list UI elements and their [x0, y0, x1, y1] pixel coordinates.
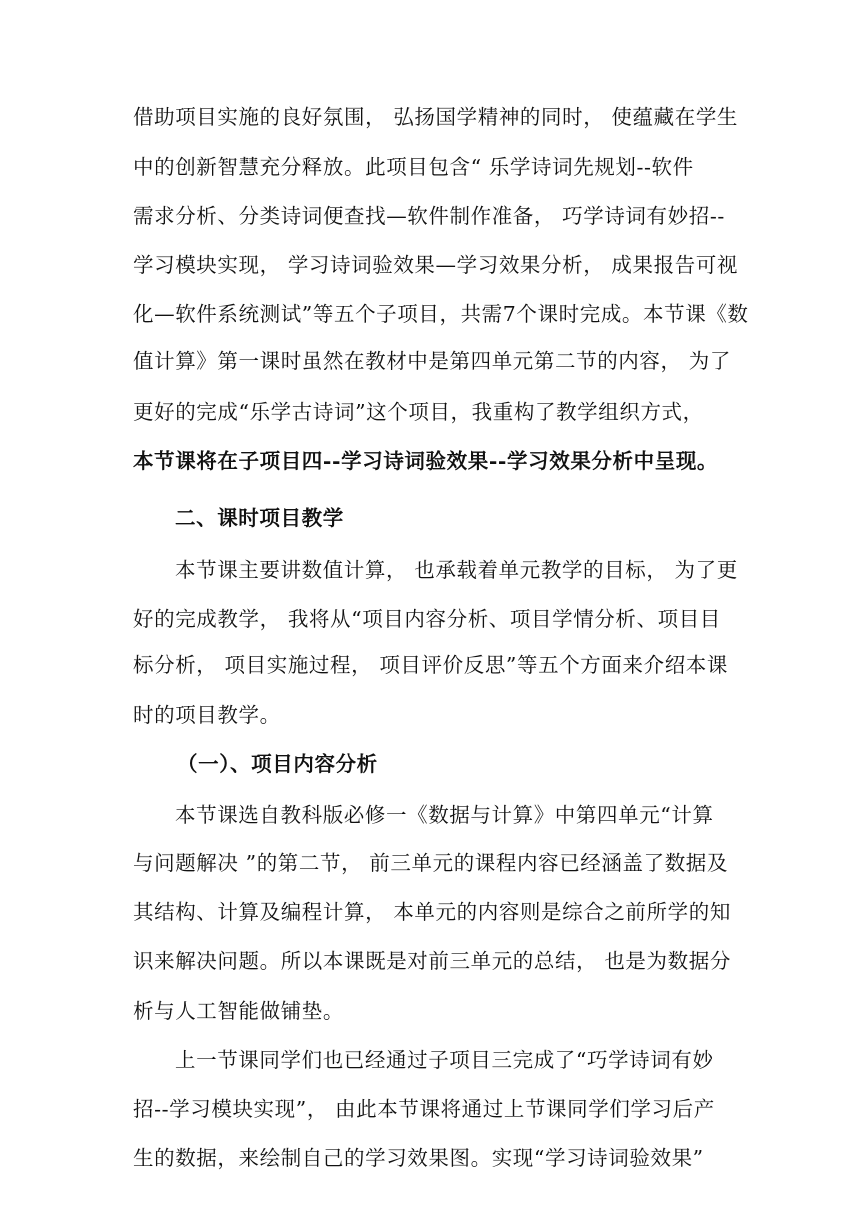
paragraph2-line-2: 好的完成教学， 我将从“项目内容分析、项目学情分析、项目目: [133, 607, 721, 631]
paragraph1-line-3: 需求分析、分类诗词便查找—软件制作准备， 巧学诗词有妙招--: [133, 204, 725, 228]
paragraph1-bold-line: 本节课将在子项目四--学习诗词验效果--学习效果分析中呈现。: [133, 449, 719, 473]
paragraph3-line-4: 识来解决问题。所以本课既是对前三单元的总结， 也是为数据分: [133, 949, 731, 973]
paragraph1-line-6: 值计算》第一课时虽然在教材中是第四单元第二节的内容， 为了: [133, 349, 731, 373]
paragraph3-line-1: 本节课选自教科版必修一《数据与计算》中第四单元“计算: [175, 803, 714, 827]
paragraph3-line-5: 析与人工智能做铺垫。: [133, 999, 344, 1023]
paragraph2-line-4: 时的项目教学。: [133, 703, 281, 727]
paragraph1-line-1: 借助项目实施的良好氛围， 弘扬国学精神的同时， 使蕴藏在学生: [133, 105, 739, 129]
paragraph4-line-3: 生的数据，来绘制自己的学习效果图。实现“学习诗词验效果”: [133, 1146, 704, 1170]
section-heading: 二、课时项目教学: [175, 506, 344, 530]
subsection-heading: （一）、项目内容分析: [177, 752, 378, 776]
paragraph3-line-2: 与问题解决 ”的第二节， 前三单元的课程内容已经涵盖了数据及: [133, 851, 729, 875]
paragraph4-line-1: 上一节课同学们也已经通过子项目三完成了“巧学诗词有妙: [175, 1048, 714, 1072]
paragraph1-line-7: 更好的完成“乐学古诗词”这个项目，我重构了教学组织方式，: [133, 400, 704, 424]
paragraph2-line-3: 标分析， 项目实施过程， 项目评价反思”等五个方面来介绍本课: [133, 653, 729, 677]
paragraph1-line-4: 学习模块实现， 学习诗词验效果—学习效果分析， 成果报告可视: [133, 253, 739, 277]
paragraph4-line-2: 招--学习模块实现”， 由此本节课将通过上节课同学们学习后产: [133, 1097, 715, 1121]
paragraph2-line-1: 本节课主要讲数值计算， 也承载着单元教学的目标， 为了更: [175, 558, 738, 582]
paragraph1-line-5: 化—软件系统测试”等五个子项目，共需7个课时完成。本节课《数: [133, 302, 749, 326]
paragraph1-line-2: 中的创新智慧充分释放。此项目包含“ 乐学诗词先规划--软件: [133, 155, 694, 179]
paragraph3-line-3: 其结构、计算及编程计算， 本单元的内容则是综合之前所学的知: [133, 900, 731, 924]
